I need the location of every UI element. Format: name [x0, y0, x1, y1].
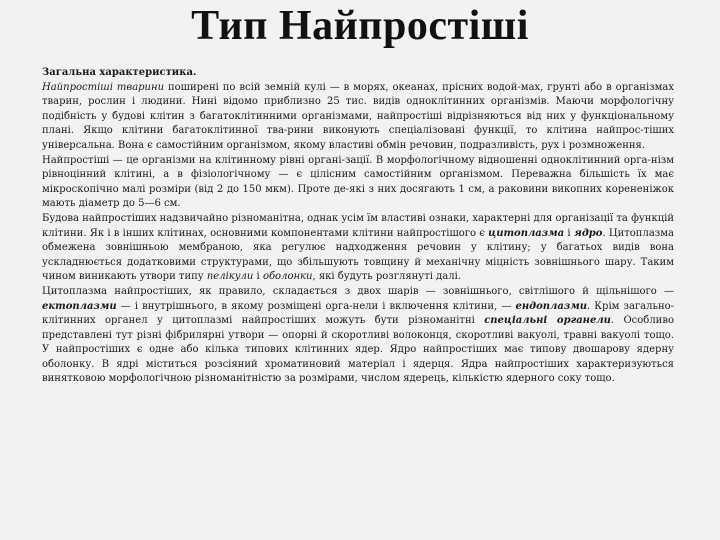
term-cytoplasm: цитоплазма	[488, 227, 565, 239]
text-run: і	[253, 271, 263, 283]
text-run: . Крім загально-клітинних органел у цитоплазмі найпростіших можуть бути різноманітні	[42, 300, 675, 327]
term-protozoa: Найпростіші тварини	[42, 81, 165, 93]
paragraph-structure	[42, 212, 674, 285]
term-envelope: оболонки	[262, 271, 313, 283]
paragraph-intro-text: поширені по всій земній кулі — в морях, океанах, прісних водой-мах, грунті або в організмах тварин, рослин і людини. Нині відомо приблизно 25 тис. видів одноклітинних організмів. Маючи морфологічну подібність у будові клітин з багатоклітинними організмами, найпростіші відрізняються від них у функціональному плані. Якщо клітини багатоклітинної тва-рини виконують спеціалізовані функції, то клітина найпрос-тіших універсальна. Вона є самостійним організмом, якому властиві обмін речовин, подразливість, рух і розмноження.	[42, 81, 674, 151]
text-run: , які будуть розглянуті далі.	[312, 271, 461, 283]
paragraph-cell-level: Найпростіші — це організми на клітинному рівні органі-зації. В морфологічному відношенні одноклітинний орга-нізм рівноцінний клітині, а в фізіологічному — є цілісним самостійним організмом. Переважна більшість їх має мікроскопічно малі розміри (від 2 до 150 мкм). Проте де-які з них досягають 1 см, а раковини викопних корененіжок мають діаметр до 5—6 см.	[42, 154, 674, 210]
text-run: і	[564, 227, 574, 239]
text-run: . Особливо представлені тут різні фібрилярні утвори — опорні й скоротливі волоконця, скоротливі вакуолі, травні вакуолі тощо. У найпростіших є одне або кілька типових клітинних ядер. Ядро найпростіших має типову двошарову ядерну оболонку. В ядрі міститься розсіяний хроматиновий матеріал і ядерця. Ядра найпростіших характеризуються винятковою морфологічною різноманітністю за розмірами, числом ядерець, кількістю ядерного соку тощо.	[42, 315, 674, 385]
text-run: Цитоплазма найпростіших, як правило, складається з двох шарів — зовнішнього, світлішого й щільнішого —	[42, 285, 674, 297]
text-run: . Цитоплазма обмежена зовнішньою мембраною, яка регулює надходження речовин у клітину; у багатьох видів вона ускладнюється додатковими структурами, що збільшують товщину й механічну міцність зовнішнього шару. Таким чином виникають утвори типу	[42, 227, 674, 283]
slide-body	[42, 66, 674, 387]
term-special-organelles: спеціальні органели	[484, 315, 611, 327]
paragraph-cytoplasm	[42, 285, 674, 387]
term-endoplasm: ендоплазми	[515, 300, 588, 312]
paragraph-intro	[42, 81, 674, 154]
term-nucleus: ядро	[573, 227, 603, 239]
term-pellicle: пелікули	[206, 271, 254, 283]
term-ectoplasm: ектоплазми	[42, 300, 117, 312]
text-run: — і внутрішнього, в якому розміщені орга-нели і включення клітини, —	[116, 300, 516, 312]
slide-title: Тип Найпростіші	[191, 3, 529, 49]
section-heading: Загальна характеристика.	[42, 67, 197, 78]
text-run: Будова найпростіших надзвичайно різноманітна, однак усім їм властиві ознаки, характерні для організації та функцій клітини. Як і в інших клітинах, основними компонентами клітини найпростішого є	[42, 212, 674, 239]
